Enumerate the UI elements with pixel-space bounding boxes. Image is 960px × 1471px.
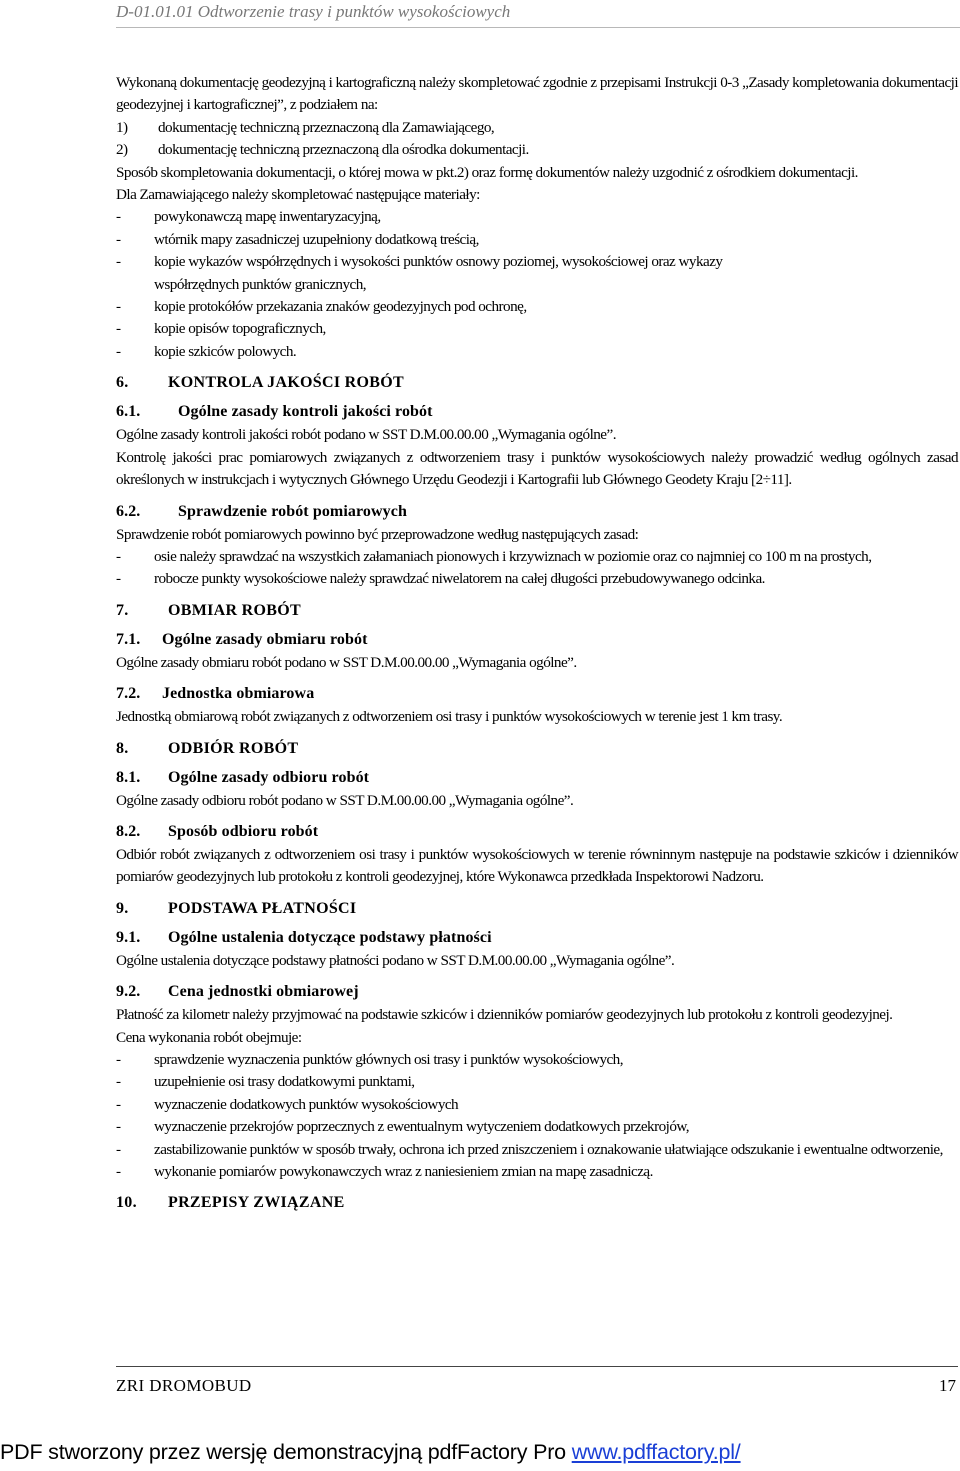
section-number: 7. <box>116 601 129 619</box>
list-dash: - <box>116 1118 121 1136</box>
list-text: powykonawczą mapę inwentaryzacyjną, <box>154 208 381 226</box>
list-text: wykonanie pomiarów powykonawczych wraz z naniesieniem zmian na mapę zasadniczą. <box>154 1163 653 1180</box>
footer-rule <box>116 1366 958 1367</box>
list-text: dokumentację techniczną przeznaczoną dla Zamawiającego, <box>158 118 495 136</box>
list-item <box>116 251 958 296</box>
list-item <box>116 139 958 161</box>
paragraph: Ogólne zasady kontroli jakości robót podano w SST D.M.00.00.00 „Wymagania ogólne”. <box>116 426 616 444</box>
list-text: robocze punkty wysokościowe należy sprawdzać niwelatorem na całej długości przebudowywanego odcinka. <box>154 570 765 588</box>
list-dash: - <box>116 298 121 316</box>
subsection-number: 9.1. <box>116 928 141 946</box>
list-text: dokumentację techniczną przeznaczoną dla ośrodka dokumentacji. <box>158 141 529 159</box>
list-dash: - <box>116 1163 121 1180</box>
subsection-title: Ogólne zasady odbioru robót <box>168 768 370 786</box>
section-number: 8. <box>116 739 129 757</box>
subsection-heading <box>116 400 958 424</box>
subsection-number: 7.1. <box>116 630 141 648</box>
list-item <box>116 568 958 590</box>
section-title: ODBIÓR ROBÓT <box>168 739 299 757</box>
subsection-number: 8.1. <box>116 768 141 786</box>
paragraph: Jednostką obmiarową robót związanych z odtworzeniem osi trasy i punktów wysokościowych w terenie jest 1 km trasy. <box>116 708 783 726</box>
list-item <box>116 1071 958 1093</box>
subsection-heading <box>116 820 958 844</box>
section-heading <box>116 1191 958 1215</box>
list-item <box>116 117 958 139</box>
section-heading <box>116 599 958 623</box>
subsection-title: Cena jednostki obmiarowej <box>168 983 359 1001</box>
list-item <box>116 1049 958 1071</box>
section-heading <box>116 897 958 921</box>
list-number: 2) <box>116 141 128 159</box>
subsection-title: Ogólne zasady obmiaru robót <box>162 630 368 648</box>
paragraph: Ogólne ustalenia dotyczące podstawy płatności podano w SST D.M.00.00.00 „Wymagania ogólne”. <box>116 951 675 969</box>
subsection-title: Ogólne zasady kontroli jakości robót <box>178 403 433 421</box>
list-text: wyznaczenie dodatkowych punktów wysokościowych <box>154 1095 459 1113</box>
subsection-heading <box>116 980 958 1004</box>
list-text: wtórnik mapy zasadniczej uzupełniony dodatkową treścią, <box>154 230 479 248</box>
pdf-watermark-banner <box>0 1440 960 1465</box>
intro-paragraph: Wykonaną dokumentację geodezyjną i kartograficzną należy skompletować zgodnie z przepisami Instrukcji 0-3 „Zasady kompletowania dokumentacji geodezyjnej i kartograficznej”, z podziałem na: <box>116 74 958 114</box>
paragraph: Dla Zamawiającego należy skompletować następujące materiały: <box>116 186 480 204</box>
list-text: wyznaczenie przekrojów poprzecznych z ewentualnym wytyczeniem dodatkowych przekrojów, <box>154 1118 690 1136</box>
section-title: PRZEPISY ZWIĄZANE <box>168 1194 345 1212</box>
list-item <box>116 206 958 228</box>
list-item <box>116 546 958 568</box>
paragraph: Płatność za kilometr należy przyjmować na podstawie szkiców i dzienników pomiarów geodezyjnych lub protokołu z kontroli geodezyjnej. <box>116 1006 893 1024</box>
list-text: kopie szkiców polowych. <box>154 342 297 360</box>
list-item <box>116 229 958 251</box>
paragraph: Kontrolę jakości prac pomiarowych związanych z odtworzeniem trasy i punktów wysokościowych należy prowadzić według ogólnych zasad określonych w instrukcjach i wytycznych Głównego Urzędu Geodezji i Kartografii lub Głównego Geodety Kraju [2÷11]. <box>116 448 958 489</box>
subsection-title: Sposób odbioru robót <box>168 822 319 840</box>
list-item <box>116 1094 958 1116</box>
list-text: kopie opisów topograficznych, <box>154 320 326 338</box>
list-dash: - <box>116 208 121 226</box>
list-dash: - <box>116 253 121 271</box>
pdffactory-link[interactable]: www.pdffactory.pl/ <box>571 1440 741 1464</box>
section-heading <box>116 371 958 395</box>
running-header: D-01.01.01 Odtworzenie trasy i punktów wysokościowych <box>116 2 511 21</box>
section-heading <box>116 737 958 761</box>
section-title: OBMIAR ROBÓT <box>168 601 301 619</box>
subsection-title: Jednostka obmiarowa <box>162 685 315 703</box>
list-item <box>116 1116 958 1138</box>
subsection-heading <box>116 682 958 706</box>
list-text: kopie wykazów współrzędnych i wysokości punktów osnowy poziomej, wysokościowej oraz wykazy współrzędnych punktów granicznych, <box>154 253 723 293</box>
list-item <box>116 341 958 363</box>
subsection-heading <box>116 500 958 524</box>
list-item <box>116 1161 958 1183</box>
list-dash: - <box>116 1095 121 1113</box>
section-number: 10. <box>116 1194 137 1212</box>
subsection-number: 6.2. <box>116 502 141 520</box>
subsection-heading <box>116 926 958 950</box>
paragraph: Sposób skompletowania dokumentacji, o której mowa w pkt.2) oraz formę dokumentów należy uzgodnić z ośrodkiem dokumentacji. <box>116 163 858 181</box>
page-number: 17 <box>939 1376 956 1395</box>
list-text: zastabilizowanie punktów w sposób trwały, ochrona ich przed zniszczeniem i oznakowanie ułatwiające odszukanie i ewentualne odtworzenie, <box>154 1140 943 1158</box>
list-text: kopie protokółów przekazania znaków geodezyjnych pod ochronę, <box>154 298 527 316</box>
list-dash: - <box>116 230 121 248</box>
section-number: 6. <box>116 374 129 392</box>
list-dash: - <box>116 1050 121 1068</box>
footer-company: ZRI DROMOBUD <box>116 1376 252 1395</box>
subsection-number: 6.1. <box>116 403 141 421</box>
list-number: 1) <box>116 118 128 136</box>
section-title: KONTROLA JAKOŚCI ROBÓT <box>168 374 404 392</box>
list-dash: - <box>116 1140 121 1158</box>
list-dash: - <box>116 1073 121 1091</box>
pdf-watermark-text: PDF stworzony przez wersję demonstracyjną pdfFactory Pro <box>0 1440 572 1464</box>
list-item <box>116 318 958 340</box>
paragraph: Ogólne zasady obmiaru robót podano w SST D.M.00.00.00 „Wymagania ogólne”. <box>116 653 577 671</box>
paragraph: Sprawdzenie robót pomiarowych powinno być przeprowadzone według następujących zasad: <box>116 525 639 543</box>
list-dash: - <box>116 320 121 338</box>
list-item <box>116 1139 958 1161</box>
section-title: PODSTAWA PŁATNOŚCI <box>168 899 357 917</box>
list-dash: - <box>116 547 121 565</box>
subsection-number: 8.2. <box>116 822 141 840</box>
paragraph: Odbiór robót związanych z odtworzeniem osi trasy i punktów wysokościowych w terenie równinnym następuje na podstawie szkiców i dzienników pomiarów geodezyjnych lub protokołu z kontroli geodezyjnej, które Wykonawca przedkłada Inspektorowi Nadzoru. <box>116 845 958 886</box>
subsection-heading <box>116 628 958 652</box>
list-dash: - <box>116 342 121 360</box>
section-number: 9. <box>116 899 129 917</box>
list-text: uzupełnienie osi trasy dodatkowymi punktami, <box>154 1073 415 1091</box>
list-text: osie należy sprawdzać na wszystkich załamaniach pionowych i krzywiznach w poziomie oraz co najmniej co 100 m na prostych, <box>154 547 872 565</box>
list-item <box>116 296 958 318</box>
list-text: sprawdzenie wyznaczenia punktów głównych osi trasy i punktów wysokościowych, <box>154 1050 623 1068</box>
subsection-title: Ogólne ustalenia dotyczące podstawy płatności <box>168 928 492 946</box>
subsection-title: Sprawdzenie robót pomiarowych <box>178 502 407 520</box>
subsection-number: 7.2. <box>116 685 141 703</box>
paragraph: Ogólne zasady odbioru robót podano w SST D.M.00.00.00 „Wymagania ogólne”. <box>116 791 574 809</box>
subsection-heading <box>116 766 958 790</box>
list-dash: - <box>116 570 121 588</box>
paragraph: Cena wykonania robót obejmuje: <box>116 1028 302 1046</box>
document-body <box>116 72 958 1220</box>
subsection-number: 9.2. <box>116 983 141 1001</box>
header-rule <box>116 27 960 28</box>
